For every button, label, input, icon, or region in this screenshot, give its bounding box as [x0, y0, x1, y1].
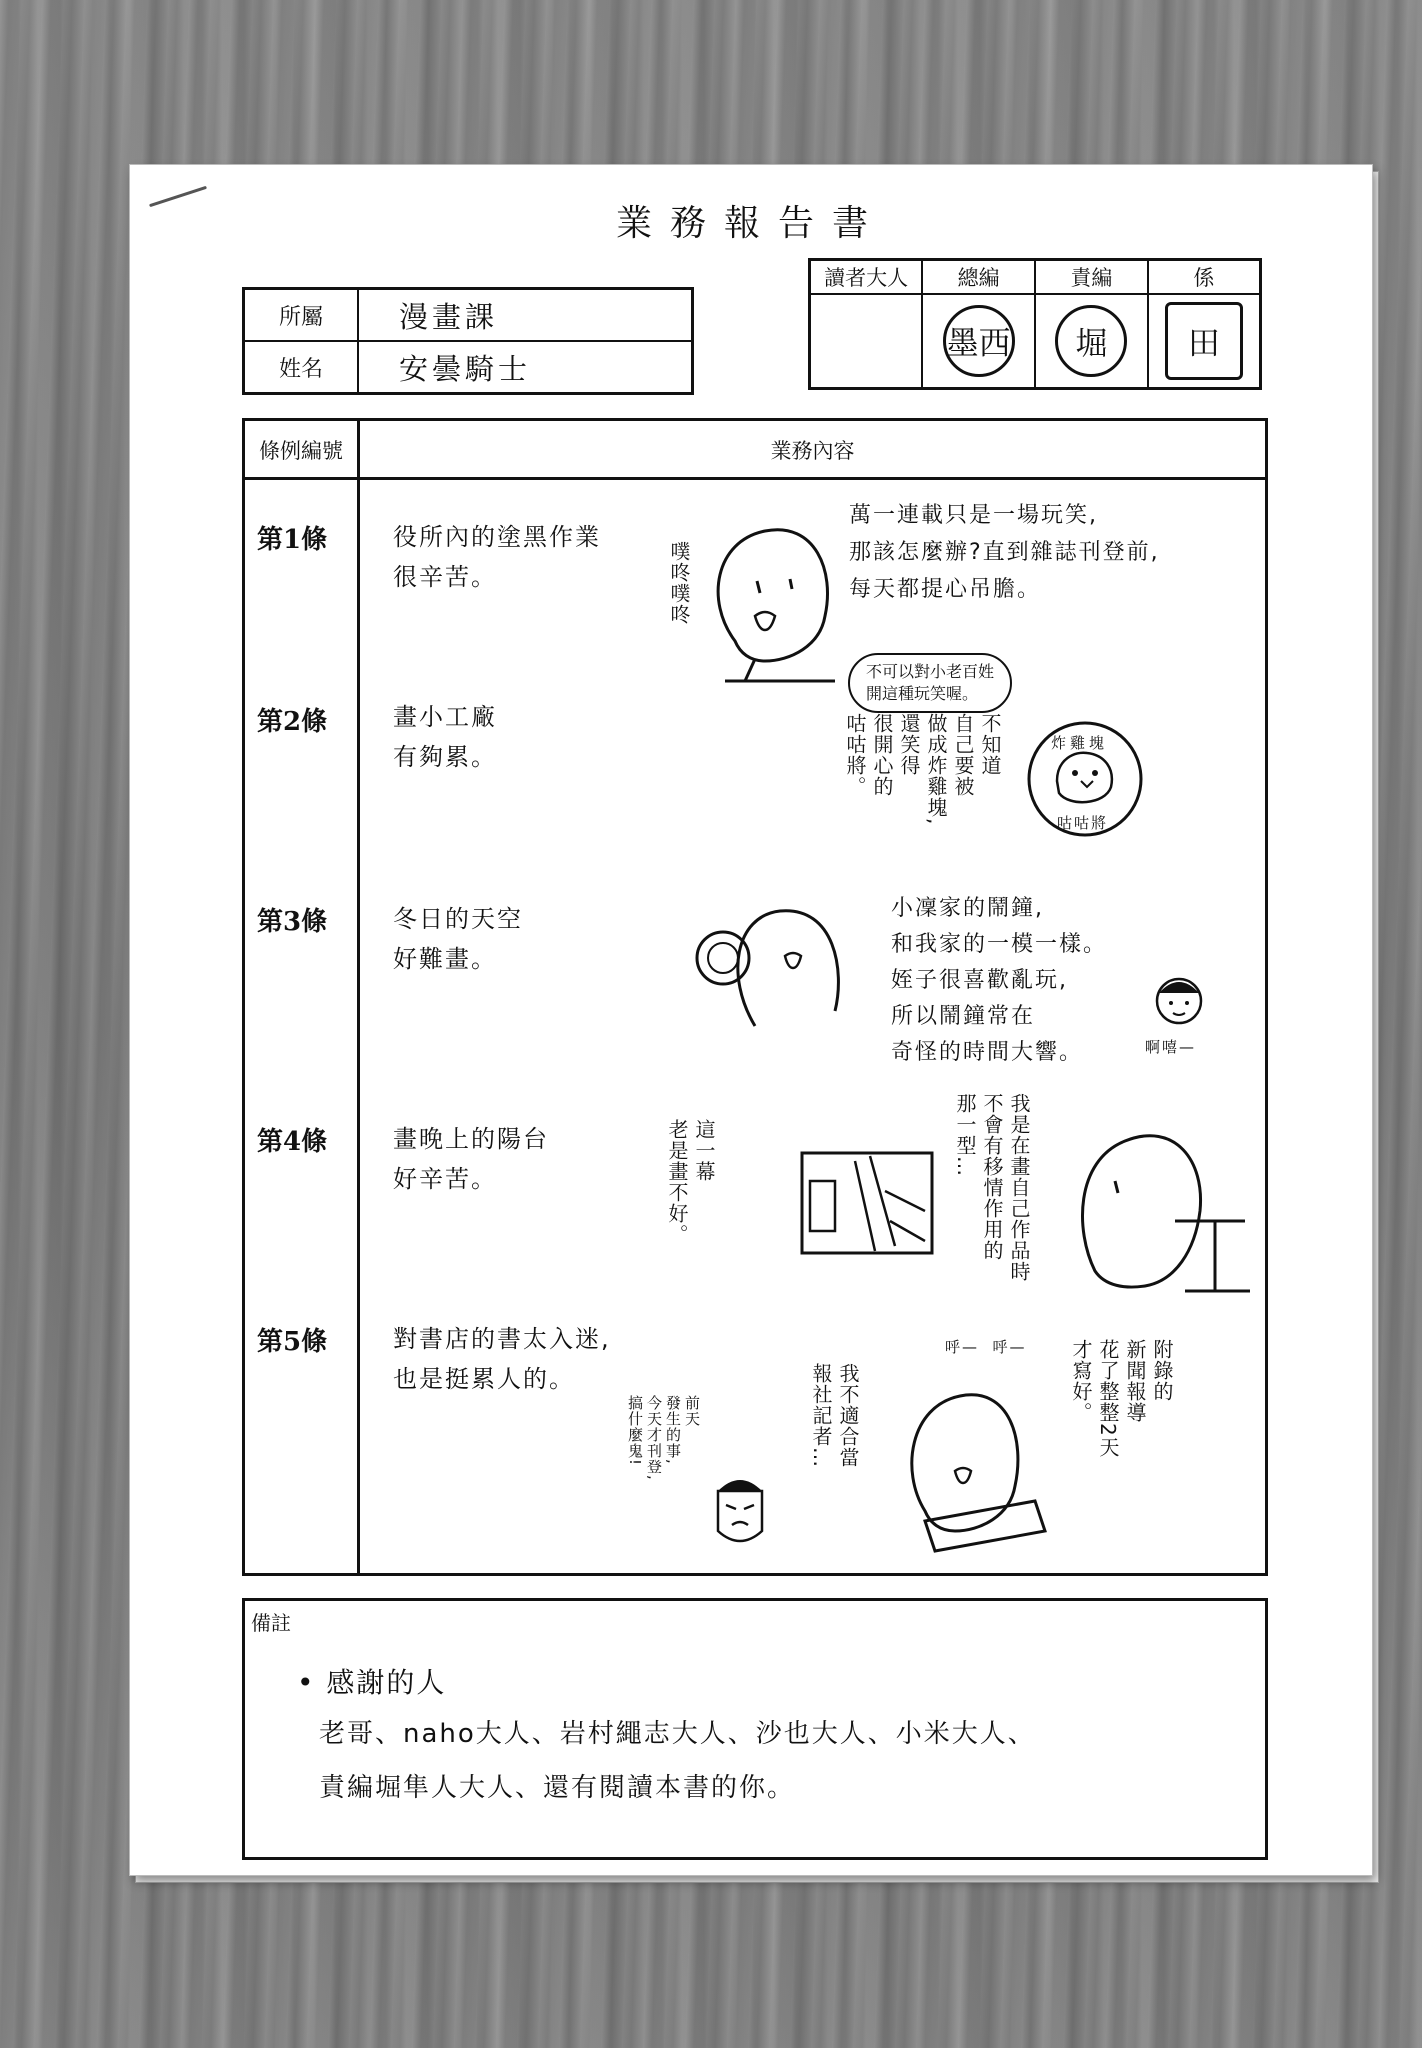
sound-effect: 啊嘻—	[1145, 1038, 1197, 1056]
column-divider	[357, 421, 360, 1573]
article-aside: 不知道 自己要被 做成炸雞塊, 還笑得 很開心的 咕咕將。	[843, 713, 1002, 826]
speech-bubble: 不可以對小老百姓 開這種玩笑喔。	[848, 653, 1012, 713]
chicken-label-bottom: 咕咕將	[1057, 814, 1109, 832]
report-sheet	[130, 165, 1372, 1875]
sound-effect: 呼— 呼—	[945, 1338, 1027, 1356]
article-aside: 萬一連載只是一場玩笑, 那該怎麼辦?直到雜誌刊登前, 每天都提心吊膽。	[849, 503, 1160, 602]
blob-character-typing-icon	[885, 1381, 1065, 1551]
article-aside: 附錄的 新聞報導 花了整整2天 才寫好。	[1069, 1339, 1174, 1458]
seal-stamp-icon: 墨西	[943, 305, 1015, 377]
duties-header	[245, 421, 1265, 480]
angry-reader-face-icon	[710, 1471, 770, 1551]
remarks-label: 備註	[251, 1611, 291, 1635]
article-number: 第1條	[257, 525, 328, 555]
article-text: 對書店的書太入迷, 也是挺累人的。	[393, 1325, 611, 1393]
remarks-line: 責編堀隼人大人、還有閱讀本書的你。	[319, 1773, 796, 1803]
name-value: 安曇騎士	[358, 341, 693, 394]
article-text: 役所內的塗黑作業 很辛苦。	[393, 523, 601, 591]
article-note: 這一幕 老是畫不好。	[665, 1119, 716, 1245]
blob-character-drawing-icon	[1075, 1121, 1255, 1301]
article-number: 第5條	[257, 1327, 328, 1357]
chicken-label-top: 炸雞塊	[1051, 734, 1109, 752]
approval-seal-readers	[810, 294, 923, 389]
approval-header-staff: 係	[1148, 260, 1261, 295]
seal-stamp-icon: 堀	[1055, 305, 1127, 377]
balcony-sketch-icon	[800, 1151, 935, 1256]
approval-header-editor: 責編	[1035, 260, 1148, 295]
article-text: 冬日的天空 好難畫。	[393, 905, 523, 973]
sound-effect: 噗咚噗咚	[667, 541, 691, 625]
alarm-clock-character-icon	[685, 886, 865, 1036]
remarks-box	[242, 1598, 1268, 1860]
affiliation-label: 所屬	[244, 289, 359, 342]
page-title: 業務報告書	[615, 203, 886, 244]
seal-stamp-icon: 田	[1165, 302, 1243, 380]
affiliation-value: 漫畫課	[358, 289, 693, 342]
article-note: 我不適合當 報社記者…	[809, 1363, 860, 1468]
article-aside: 我是在畫自己作品時 不會有移情作用的 那一型…	[953, 1093, 1031, 1282]
duties-table	[242, 418, 1268, 1576]
remarks-bullet: • 感謝的人	[297, 1666, 447, 1699]
approval-seal-staff	[1148, 294, 1261, 389]
affiliation-table	[242, 287, 694, 395]
article-number: 第2條	[257, 707, 328, 737]
article-number: 第4條	[257, 1127, 328, 1157]
article-text: 畫晚上的陽台 好辛苦。	[393, 1125, 549, 1193]
article-note-secondary: 前天 發生的事, 今天才刊登, 搞什麼鬼!	[626, 1395, 701, 1481]
article-number-header: 條例編號	[259, 439, 343, 463]
remarks-bullet-text: 感謝的人	[326, 1666, 447, 1699]
duty-content-header: 業務內容	[770, 439, 855, 463]
approval-header-readers: 讀者大人	[810, 260, 923, 295]
name-label: 姓名	[244, 341, 359, 394]
article-number: 第3條	[257, 907, 328, 937]
approval-header-chief-editor: 總編	[922, 260, 1035, 295]
remarks-line: 老哥、naho大人、岩村繩志大人、沙也大人、小米大人、	[319, 1719, 1036, 1749]
approval-seal-editor	[1035, 294, 1148, 389]
article-aside: 小凜家的鬧鐘, 和我家的一模一樣。 姪子很喜歡亂玩, 所以鬧鐘常在 奇怪的時間大響。	[891, 896, 1108, 1065]
nephew-face-icon	[1151, 971, 1207, 1027]
approval-seal-chief-editor	[922, 294, 1035, 389]
approval-stamps	[808, 258, 1262, 390]
article-text: 畫小工廠 有夠累。	[393, 703, 497, 771]
blob-character-writing-icon	[695, 521, 855, 691]
